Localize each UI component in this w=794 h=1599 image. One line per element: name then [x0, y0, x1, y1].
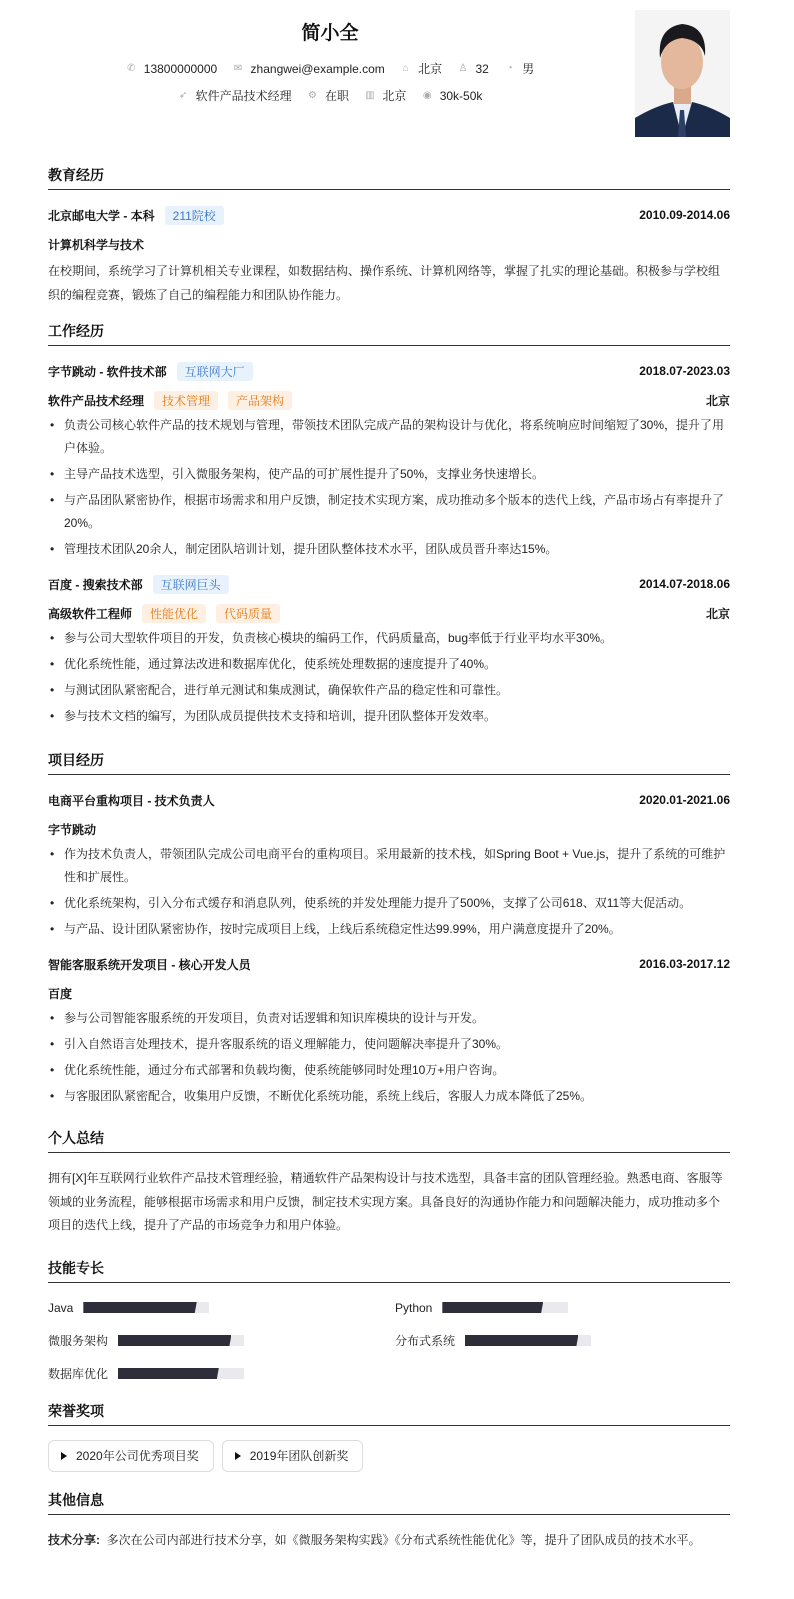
skill-item: [48, 1297, 395, 1319]
skill-tag: 代码质量: [216, 604, 280, 623]
target-city: [364, 87, 406, 104]
skill-level-bar: [83, 1302, 209, 1313]
skill-name: 数据库优化: [48, 1367, 109, 1381]
candidate-name: 简小全: [301, 23, 359, 44]
awards-section: [48, 1401, 730, 1472]
status-icon: ⚙: [307, 90, 317, 101]
skill-level-bar: [118, 1335, 244, 1346]
project-name: 智能客服系统开发项目 - 核心开发人员: [48, 957, 251, 972]
building-icon: ▥: [365, 90, 375, 101]
project-bullets: [48, 843, 730, 941]
list-item: • 负责公司核心软件产品的技术规划与管理，带领技术团队完成产品的架构设计与优化，将系统响应时间缩短了30%，提升了用户体验。: [48, 414, 730, 460]
skill-tag: 技术管理: [154, 391, 218, 410]
job-intent: [178, 87, 292, 104]
contact-email: [233, 62, 385, 76]
contact-gender: [504, 60, 534, 77]
contact-row-2: [0, 87, 660, 104]
home-icon: ⌂: [402, 63, 409, 74]
job-bullets: [48, 414, 730, 561]
education-desc: 在校期间，系统学习了计算机相关专业课程，如数据结构、操作系统、计算机网络等，掌握了扎实的理论基础。积极参与学校组织的编程竞赛，锻炼了自己的编程能力和团队协作能力。: [48, 264, 721, 302]
skill-level-fill: [83, 1302, 196, 1313]
list-item: • 优化系统性能，通过算法改进和数据库优化，使系统处理数据的速度提升了40%。: [48, 653, 730, 676]
education-section: [48, 165, 730, 307]
send-icon: ➶: [178, 90, 188, 101]
job-date: 2018.07-2023.03: [639, 364, 730, 378]
salary-text: 30k-50k: [439, 88, 483, 103]
job-role: 高级软件工程师: [48, 606, 133, 621]
summary-text: 拥有[X]年互联网行业软件产品技术管理经验，精通软件产品架构设计与技术选型，具备丰富的团队管理经验。熟悉电商、客服等领域的业务流程，能够根据市场需求和用户反馈，制定技术实现方案。具备良好的沟通协作能力和问题解决能力，成功推动多个项目的迭代上线，提升了产品的市场竞争力和用户体验。: [48, 1171, 723, 1232]
award-label: 2019年团队创新奖: [249, 1449, 349, 1463]
school-name: 北京邮电大学 - 本科: [48, 208, 155, 223]
resume-header: [0, 0, 794, 150]
job-city: 北京: [705, 606, 730, 621]
list-item: • 主导产品技术选型，引入微服务架构，使产品的可扩展性提升了50%，支撑业务快速增长。: [48, 463, 730, 486]
job-status: [307, 87, 349, 104]
contact-row-1: [0, 60, 660, 77]
project-date: 2016.03-2017.12: [639, 957, 730, 971]
awards-list: [48, 1440, 730, 1472]
gender-icon: ◔: [506, 63, 513, 74]
target-city-text: 北京: [382, 89, 407, 103]
school-tag: 211院校: [165, 206, 224, 225]
list-item: • 优化系统性能，通过分布式部署和负载均衡，使系统能够同时处理10万+用户咨询。: [48, 1059, 730, 1082]
list-item: • 与产品、设计团队紧密协作，按时完成项目上线，上线后系统稳定性达99.99%，用户满意度提升了20%。: [48, 918, 730, 941]
section-title: 个人总结: [48, 1128, 730, 1153]
project-company: 字节跳动: [48, 822, 97, 837]
project-date: 2020.01-2021.06: [639, 793, 730, 807]
other-label: 技术分享:: [48, 1532, 100, 1547]
contact-location: [400, 60, 442, 77]
job-status-text: 在职: [324, 89, 349, 103]
job-date: 2014.07-2018.06: [639, 577, 730, 591]
list-item: • 与产品团队紧密协作，根据市场需求和用户反馈，制定技术实现方案，成功推动多个版本的迭代上线，产品市场占有率提升了20%。: [48, 489, 730, 535]
list-item: • 优化系统架构，引入分布式缓存和消息队列，使系统的并发处理能力提升了500%，支撑了公司618、双11等大促活动。: [48, 892, 730, 915]
list-item: • 与测试团队紧密配合，进行单元测试和集成测试，确保软件产品的稳定性和可靠性。: [48, 679, 730, 702]
skill-item: [395, 1330, 730, 1352]
age-text: 32: [475, 61, 489, 76]
skill-level-fill: [442, 1302, 543, 1313]
skills-section: [48, 1258, 730, 1385]
salary-icon: ◉: [422, 90, 432, 101]
award-label: 2020年公司优秀项目奖: [76, 1449, 199, 1463]
phone-text: 13800000000: [143, 61, 218, 76]
list-item: • 与客服团队紧密配合，收集用户反馈，不断优化系统功能，系统上线后，客服人力成本降低了25%。: [48, 1085, 730, 1108]
email-text: zhangwei@example.com: [250, 61, 385, 76]
skills-grid: [48, 1297, 730, 1385]
age-icon: ♙: [458, 63, 468, 74]
list-item: • 管理技术团队20余人，制定团队培训计划，提升团队整体技术水平，团队成员晋升率达15%。: [48, 538, 730, 561]
job-entry: [48, 573, 730, 728]
avatar: [635, 10, 730, 137]
play-triangle-icon: [235, 1452, 241, 1460]
play-triangle-icon: [61, 1452, 67, 1460]
skill-item: [395, 1297, 730, 1319]
job-role: 软件产品技术经理: [48, 393, 145, 408]
other-info: [48, 1529, 730, 1553]
summary-section: [48, 1128, 730, 1238]
skill-tag: 产品架构: [228, 391, 292, 410]
job-header: [48, 573, 730, 595]
skill-name: Java: [48, 1300, 74, 1315]
mail-icon: ✉: [233, 63, 243, 74]
job-role-row: [48, 602, 730, 624]
work-section: [48, 321, 730, 728]
project-bullets: [48, 1007, 730, 1108]
job-intent-text: 软件产品技术经理: [195, 89, 292, 103]
list-item: • 引入自然语言处理技术，提升客服系统的语义理解能力，使问题解决率提升了30%。: [48, 1033, 730, 1056]
other-section: [48, 1490, 730, 1553]
location-text: 北京: [418, 62, 443, 76]
list-item: • 参与公司智能客服系统的开发项目，负责对话逻辑和知识库模块的设计与开发。: [48, 1007, 730, 1030]
contact-phone: [126, 62, 217, 76]
skill-item: [48, 1363, 395, 1385]
company-tag: 互联网巨头: [153, 575, 229, 594]
section-title: 其他信息: [48, 1490, 730, 1515]
section-title: 工作经历: [48, 321, 730, 346]
section-title: 荣誉奖项: [48, 1401, 730, 1426]
gender-text: 男: [522, 62, 535, 76]
skill-level-bar: [465, 1335, 591, 1346]
project-header: [48, 953, 730, 975]
job-city: 北京: [705, 393, 730, 408]
award-item[interactable]: [48, 1440, 214, 1472]
education-date: 2010.09-2014.06: [639, 208, 730, 222]
projects-section: [48, 750, 730, 1108]
skill-name: 分布式系统: [395, 1334, 456, 1348]
skill-name: 微服务架构: [48, 1334, 109, 1348]
section-title: 项目经历: [48, 750, 730, 775]
company-name: 百度 - 搜索技术部: [48, 577, 143, 592]
major: 计算机科学与技术: [48, 237, 145, 252]
education-header: [48, 204, 730, 226]
company-name: 字节跳动 - 软件技术部: [48, 364, 167, 379]
skill-level-fill: [118, 1335, 231, 1346]
project-header: [48, 789, 730, 811]
section-title: 教育经历: [48, 165, 730, 190]
skill-name: Python: [395, 1300, 433, 1315]
job-header: [48, 360, 730, 382]
job-bullets: [48, 627, 730, 728]
phone-icon: ✆: [127, 63, 136, 74]
section-title: 技能专长: [48, 1258, 730, 1283]
project-entry: [48, 953, 730, 1108]
skill-level-bar: [442, 1302, 568, 1313]
skill-level-fill: [118, 1368, 219, 1379]
company-tag: 互联网大厂: [177, 362, 253, 381]
skill-item: [48, 1330, 395, 1352]
skill-tag: 性能优化: [142, 604, 206, 623]
award-item[interactable]: [222, 1440, 364, 1472]
other-text: 多次在公司内部进行技术分享，如《微服务架构实践》《分布式系统性能优化》等，提升了团队成员的技术水平。: [106, 1532, 701, 1547]
list-item: • 作为技术负责人，带领团队完成公司电商平台的重构项目。采用最新的技术栈，如Spring Boot + Vue.js，提升了系统的可维护性和扩展性。: [48, 843, 730, 889]
project-name: 电商平台重构项目 - 技术负责人: [48, 793, 215, 808]
project-entry: [48, 789, 730, 941]
salary: [422, 89, 483, 103]
resume-body: [48, 165, 730, 1566]
project-company: 百度: [48, 986, 73, 1001]
skill-level-bar: [118, 1368, 244, 1379]
skill-level-fill: [465, 1335, 578, 1346]
list-item: • 参与公司大型软件项目的开发，负责核心模块的编码工作，代码质量高，bug率低于行业平均水平30%。: [48, 627, 730, 650]
contact-age: [458, 62, 489, 76]
job-role-row: [48, 389, 730, 411]
list-item: • 参与技术文档的编写，为团队成员提供技术支持和培训，提升团队整体开发效率。: [48, 705, 730, 728]
job-entry: [48, 360, 730, 561]
